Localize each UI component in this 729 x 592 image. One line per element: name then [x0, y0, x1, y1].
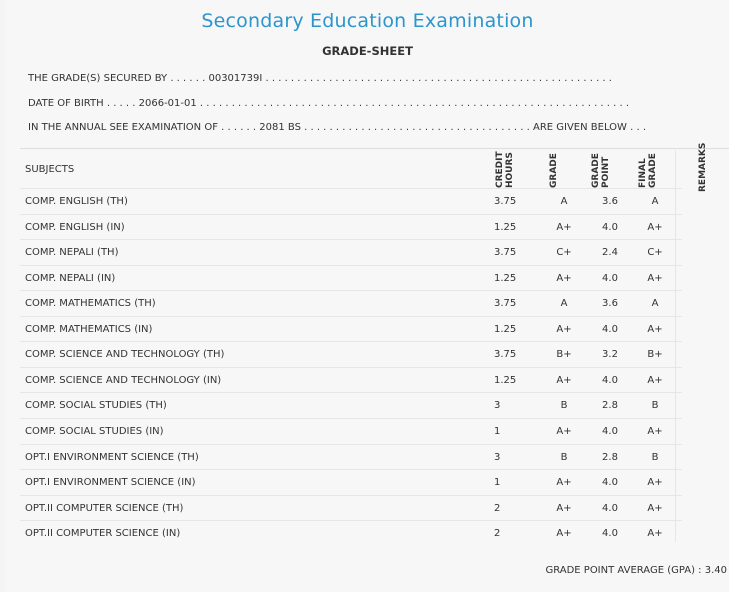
- examination-line: IN THE ANNUAL SEE EXAMINATION OF . . . . . . 2081 BS . . . . . . . . . . . . . . . . . . . . . . . . . . . . . . . . . . . . ARE GIVEN BELOW . . .: [28, 122, 647, 133]
- grade-point-cell: 4.0: [602, 374, 618, 386]
- table-row: [20, 290, 682, 316]
- subject-cell: COMP. NEPALI (TH): [25, 247, 119, 259]
- table-row: [20, 469, 682, 495]
- subjects-column-header: SUBJECTS: [25, 164, 75, 175]
- table-row: [20, 188, 682, 214]
- final-grade-cell: A+: [647, 477, 663, 489]
- final-grade-cell: B: [651, 400, 659, 412]
- final-grade-cell: A+: [647, 374, 663, 386]
- grade-cell: A+: [556, 477, 572, 489]
- credit-hours-cell: 3.75: [494, 196, 517, 207]
- credit-hours-cell: 3: [494, 451, 501, 463]
- final-grade-cell: A: [651, 298, 659, 310]
- final-grade-cell: A+: [647, 425, 663, 437]
- credit-hours-cell: 3: [494, 400, 501, 412]
- credit-hours-column-header: CREDIT HOURS: [495, 151, 515, 188]
- grades-secured-by-line: THE GRADE(S) SECURED BY . . . . . . 00301739I . . . . . . . . . . . . . . . . . . . . . . . . . . . . . . . . . . . . . . . . . . . . . . . . . . . . . . .: [28, 73, 612, 84]
- table-row: [20, 444, 682, 470]
- subject-cell: OPT.II COMPUTER SCIENCE (TH): [25, 502, 184, 514]
- table-top-divider: [20, 148, 729, 149]
- table-row: [20, 520, 682, 546]
- subject-cell: COMP. MATHEMATICS (IN): [25, 323, 153, 335]
- grade-cell: A: [560, 298, 568, 310]
- credit-hours-cell: 3.75: [494, 298, 517, 310]
- grade-cell: B+: [556, 349, 572, 361]
- credit-hours-cell: 3.75: [494, 247, 517, 259]
- credit-hours-cell: 1.25: [494, 272, 517, 284]
- subject-cell: COMP. SCIENCE AND TECHNOLOGY (TH): [25, 349, 225, 361]
- final-grade-cell: A+: [647, 528, 663, 540]
- credit-hours-cell: 2: [494, 502, 501, 514]
- grade-cell: A+: [556, 272, 572, 284]
- grade-cell: A+: [556, 502, 572, 514]
- page-title: Secondary Education Examination: [201, 10, 534, 32]
- subject-cell: COMP. ENGLISH (IN): [25, 221, 125, 233]
- grade-cell: B: [560, 451, 568, 463]
- grade-point-cell: 4.0: [602, 272, 618, 284]
- table-row: [20, 418, 682, 444]
- subject-cell: COMP. ENGLISH (TH): [25, 196, 128, 207]
- gpa-summary: GRADE POINT AVERAGE (GPA) : 3.40: [545, 565, 727, 576]
- grade-cell: C+: [556, 247, 572, 259]
- grade-point-cell: 4.0: [602, 221, 618, 233]
- grade-point-cell: 3.6: [602, 298, 618, 310]
- grade-sheet: [6, 0, 729, 592]
- final-grade-cell: C+: [647, 247, 663, 259]
- grade-sheet-heading: GRADE-SHEET: [322, 44, 413, 58]
- subject-cell: COMP. SOCIAL STUDIES (TH): [25, 400, 167, 412]
- grade-point-cell: 2.4: [602, 247, 618, 259]
- table-row: [20, 265, 682, 291]
- credit-hours-cell: 2: [494, 528, 501, 540]
- grade-cell: A: [560, 196, 568, 207]
- final-grade-cell: A+: [647, 323, 663, 335]
- grade-cell: A+: [556, 221, 572, 233]
- grade-point-cell: 2.8: [602, 451, 618, 463]
- final-grade-cell: B: [651, 451, 659, 463]
- final-grade-cell: A: [651, 196, 659, 207]
- grade-column-header: GRADE: [549, 153, 559, 188]
- remarks-column-header: REMARKS: [698, 142, 708, 192]
- grade-point-cell: 3.2: [602, 349, 618, 361]
- credit-hours-cell: 1.25: [494, 374, 517, 386]
- final-grade-cell: A+: [647, 221, 663, 233]
- grade-point-cell: 3.6: [602, 196, 618, 207]
- subject-cell: COMP. MATHEMATICS (TH): [25, 298, 156, 310]
- grade-point-column-header: GRADE POINT: [591, 153, 611, 188]
- credit-hours-cell: 1: [494, 477, 501, 489]
- subject-cell: COMP. NEPALI (IN): [25, 272, 116, 284]
- final-grade-cell: A+: [647, 272, 663, 284]
- remarks-column-divider: [675, 150, 676, 542]
- table-row: [20, 392, 682, 418]
- grade-point-cell: 4.0: [602, 477, 618, 489]
- grade-cell: A+: [556, 374, 572, 386]
- subject-cell: OPT.I ENVIRONMENT SCIENCE (IN): [25, 477, 196, 489]
- table-row: [20, 341, 682, 367]
- table-row: [20, 316, 682, 342]
- grade-cell: A+: [556, 323, 572, 335]
- grade-cell: A+: [556, 425, 572, 437]
- table-row: [20, 239, 682, 265]
- credit-hours-cell: 1: [494, 425, 501, 437]
- grade-point-cell: 2.8: [602, 400, 618, 412]
- grade-point-cell: 4.0: [602, 502, 618, 514]
- subject-cell: COMP. SOCIAL STUDIES (IN): [25, 425, 164, 437]
- table-row: [20, 214, 682, 240]
- subject-cell: COMP. SCIENCE AND TECHNOLOGY (IN): [25, 374, 222, 386]
- subject-cell: OPT.I ENVIRONMENT SCIENCE (TH): [25, 451, 199, 463]
- table-row: [20, 495, 682, 521]
- final-grade-cell: B+: [647, 349, 663, 361]
- credit-hours-cell: 3.75: [494, 349, 517, 361]
- credit-hours-cell: 1.25: [494, 221, 517, 233]
- final-grade-cell: A+: [647, 502, 663, 514]
- table-row: [20, 367, 682, 393]
- grade-point-cell: 4.0: [602, 425, 618, 437]
- grade-cell: A+: [556, 528, 572, 540]
- subject-cell: OPT.II COMPUTER SCIENCE (IN): [25, 528, 181, 540]
- date-of-birth-line: DATE OF BIRTH . . . . . 2066-01-01 . . . . . . . . . . . . . . . . . . . . . . . . . . . . . . . . . . . . . . . . . . . . . . . . . . . . . . . . . . . . . . . . . . . .: [28, 98, 630, 109]
- credit-hours-cell: 1.25: [494, 323, 517, 335]
- final-grade-column-header: FINAL GRADE: [638, 153, 658, 188]
- grade-cell: B: [560, 400, 568, 412]
- grade-point-cell: 4.0: [602, 323, 618, 335]
- grade-point-cell: 4.0: [602, 528, 618, 540]
